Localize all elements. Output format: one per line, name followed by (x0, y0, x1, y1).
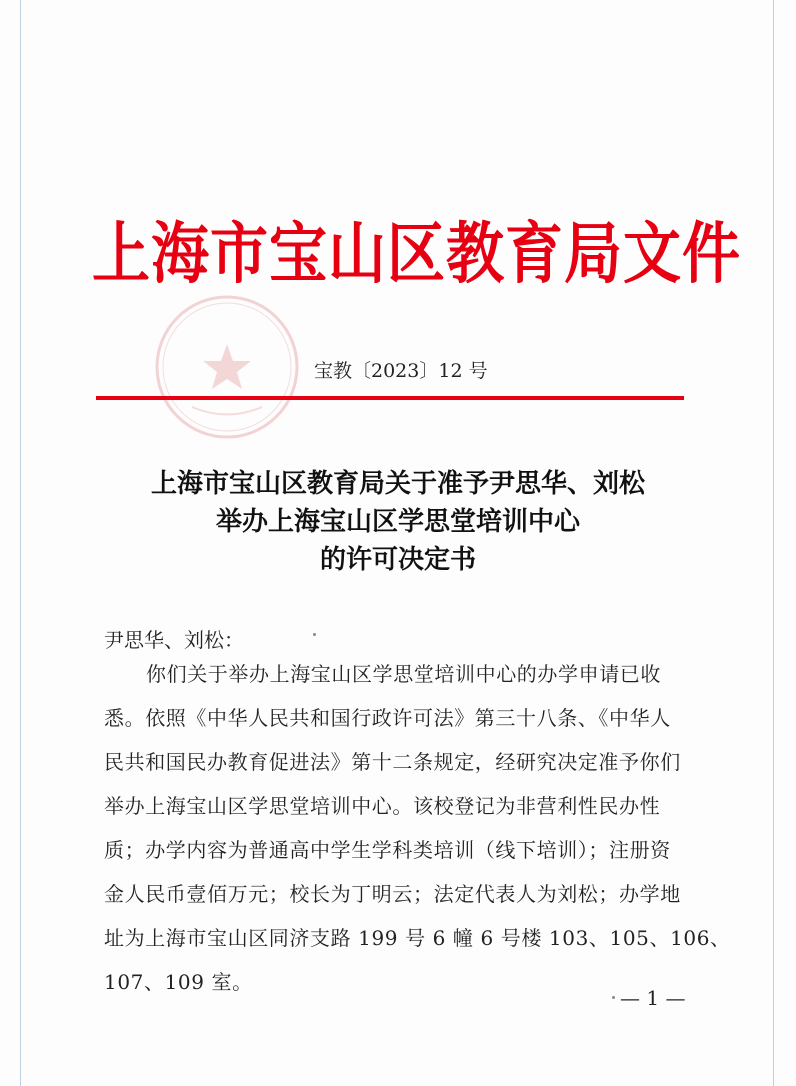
body-line: 金人民币壹佰万元；校长为丁明云；法定代表人为刘松；办学地 (104, 882, 681, 906)
body-line: 举办上海宝山区学思堂培训中心。该校登记为非营利性民办性 (104, 794, 661, 818)
scan-speck (612, 996, 615, 999)
body-line: 质；办学内容为普通高中学生学科类培训（线下培训）；注册资 (104, 838, 671, 862)
body-line: 你们关于举办上海宝山区学思堂培训中心的办学申请已收 (146, 662, 661, 686)
body-line: 址为上海市宝山区同济支路 199 号 6 幢 6 号楼 103、105、106、 (104, 926, 731, 950)
title-line: 举办上海宝山区学思堂培训中心 (215, 507, 580, 537)
page-number: — 1 — (620, 986, 686, 1010)
title-line: 上海市宝山区教育局关于准予尹思华、刘松 (150, 469, 645, 499)
title-line: 的许可决定书 (319, 545, 476, 575)
document-number: 宝教〔2023〕12 号 (314, 360, 488, 382)
scan-speck (313, 633, 316, 636)
scan-edge-right (773, 0, 774, 1086)
masthead-title: 上海市宝山区教育局文件 (92, 214, 742, 293)
body-line: 悉。依照《中华人民共和国行政许可法》第三十八条、《中华人 (104, 706, 671, 730)
document-title (96, 465, 700, 579)
scan-edge-left (20, 0, 21, 1086)
red-divider (96, 396, 684, 400)
salutation: 尹思华、刘松： (104, 628, 244, 652)
body-line: 107、109 室。 (104, 970, 253, 994)
body-paragraph (104, 652, 731, 1004)
body-line: 民共和国民办教育促进法》第十二条规定，经研究决定准予你们 (104, 750, 681, 774)
official-seal-icon (152, 292, 302, 442)
